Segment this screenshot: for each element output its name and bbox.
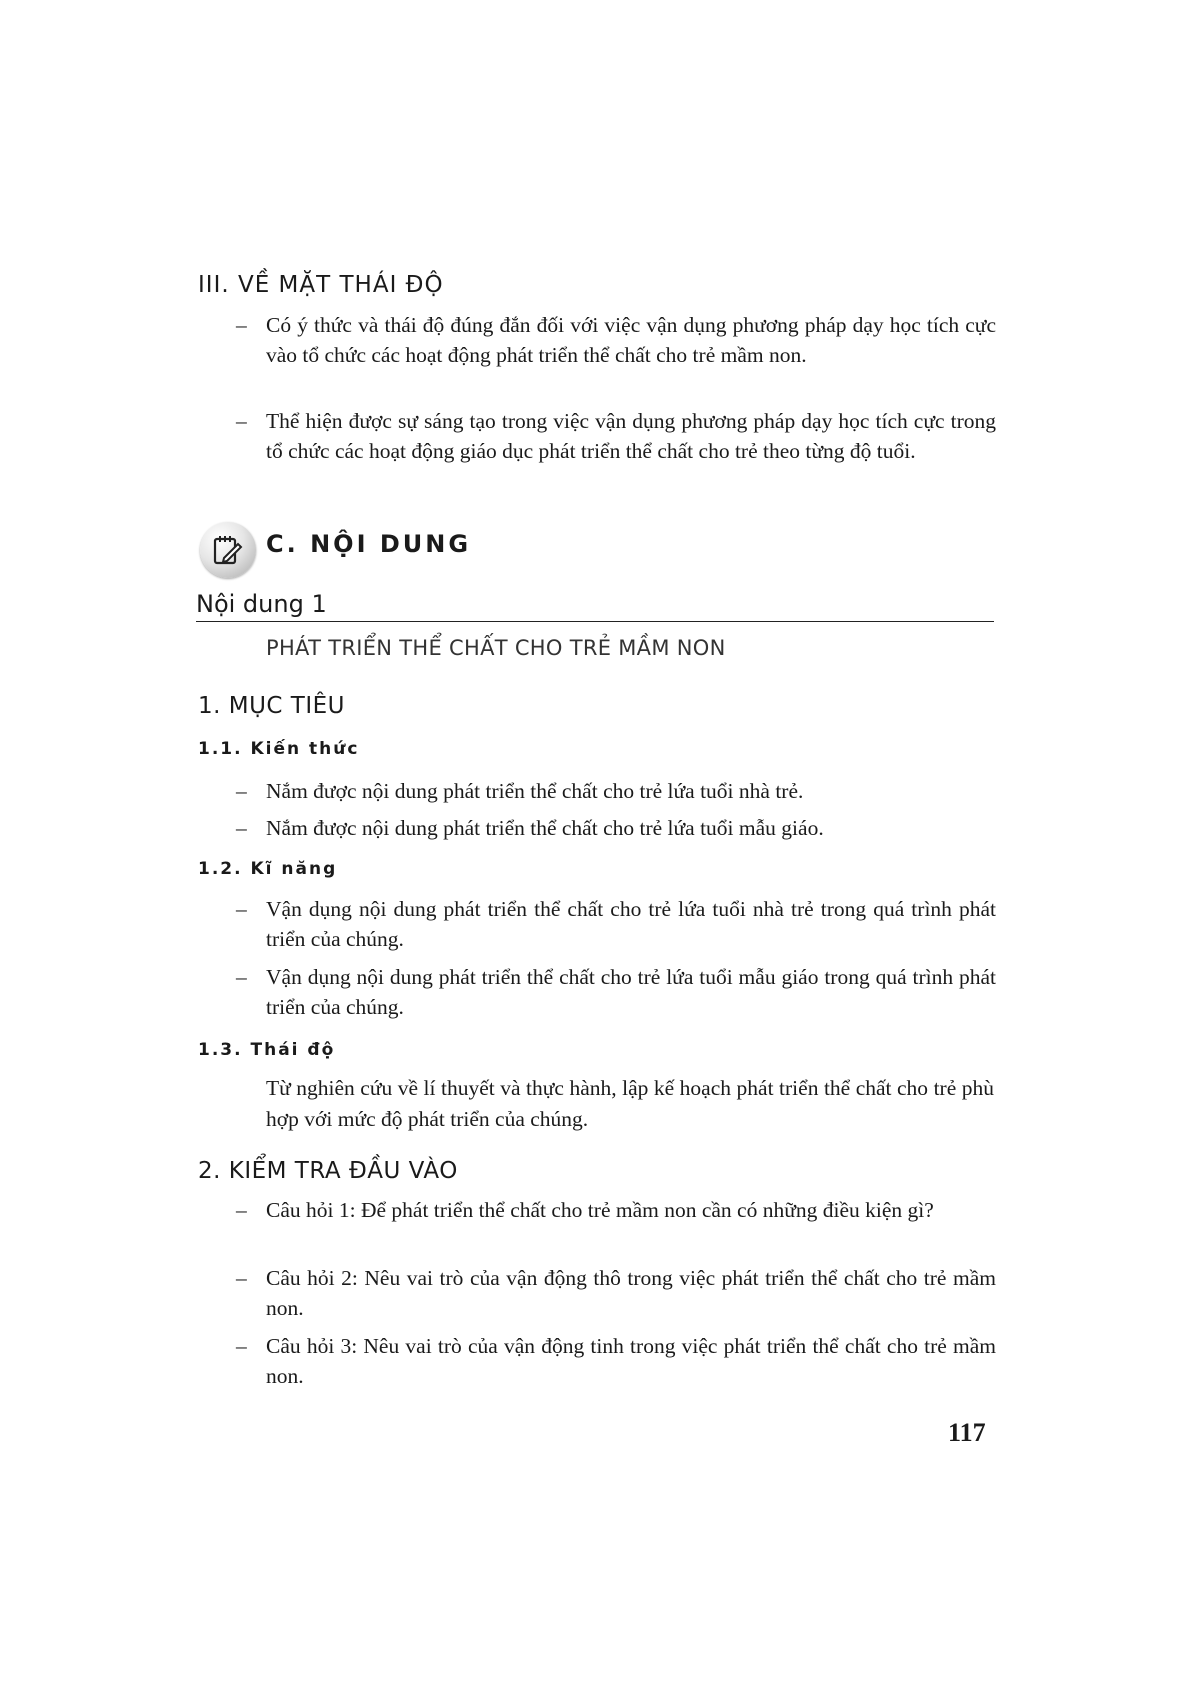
attitude-paragraph: Từ nghiên cứu về lí thuyết và thực hành, lập kế hoạch phát triển thể chất cho trẻ phù hợp với mức độ phát triển của chúng. bbox=[266, 1076, 994, 1131]
section-c-title: C. NỘI DUNG bbox=[266, 530, 472, 558]
entry-test-question bbox=[236, 1331, 996, 1391]
pencil-notepad-icon bbox=[200, 522, 256, 578]
dash-bullet: – bbox=[236, 1334, 247, 1358]
knowledge-item-text: Nắm được nội dung phát triển thể chất cho trẻ lứa tuổi nhà trẻ. bbox=[266, 779, 804, 803]
dash-bullet: – bbox=[236, 965, 247, 989]
objectives-heading: 1. MỤC TIÊU bbox=[198, 693, 346, 719]
attitude-item-text: Có ý thức và thái độ đúng đắn đối với việc vận dụng phương pháp dạy học tích cực vào tổ chức các hoạt động phát triển thể chất cho trẻ mầm non. bbox=[266, 313, 996, 367]
knowledge-heading: 1.1. Kiến thức bbox=[198, 739, 360, 759]
dash-bullet: – bbox=[236, 409, 247, 433]
page-number: 117 bbox=[948, 1418, 986, 1447]
dash-bullet: – bbox=[236, 1198, 247, 1222]
attitude-item bbox=[236, 406, 996, 466]
knowledge-item-text: Nắm được nội dung phát triển thể chất cho trẻ lứa tuổi mẫu giáo. bbox=[266, 816, 824, 840]
attitude-subheading: 1.3. Thái độ bbox=[198, 1040, 336, 1060]
knowledge-item bbox=[236, 776, 996, 806]
dash-bullet: – bbox=[236, 897, 247, 921]
question-text: Câu hỏi 1: Để phát triển thể chất cho trẻ mầm non cần có những điều kiện gì? bbox=[266, 1198, 934, 1222]
skills-heading: 1.2. Kĩ năng bbox=[198, 859, 338, 879]
content-subtitle: PHÁT TRIỂN THỂ CHẤT CHO TRẺ MẦM NON bbox=[266, 636, 726, 660]
dash-bullet: – bbox=[236, 816, 247, 840]
divider bbox=[196, 621, 994, 622]
question-text: Câu hỏi 3: Nêu vai trò của vận động tinh trong việc phát triển thể chất cho trẻ mầm non. bbox=[266, 1334, 996, 1388]
knowledge-item bbox=[236, 813, 996, 843]
attitude-item-text: Thể hiện được sự sáng tạo trong việc vận dụng phương pháp dạy học tích cực trong tổ chức các hoạt động giáo dục phát triển thể chất cho trẻ theo từng độ tuổi. bbox=[266, 409, 996, 463]
question-text: Câu hỏi 2: Nêu vai trò của vận động thô trong việc phát triển thể chất cho trẻ mầm non. bbox=[266, 1266, 996, 1320]
dash-bullet: – bbox=[236, 313, 247, 337]
skills-item bbox=[236, 894, 996, 954]
skills-item bbox=[236, 962, 996, 1022]
skills-item-text: Vận dụng nội dung phát triển thể chất cho trẻ lứa tuổi mẫu giáo trong quá trình phát triển của chúng. bbox=[266, 965, 996, 1019]
content-label: Nội dung 1 bbox=[196, 590, 327, 618]
skills-item-text: Vận dụng nội dung phát triển thể chất cho trẻ lứa tuổi nhà trẻ trong quá trình phát triển của chúng. bbox=[266, 897, 996, 951]
entry-test-question bbox=[236, 1195, 996, 1225]
entry-test-question bbox=[236, 1263, 996, 1323]
attitude-heading: III. VỀ MẶT THÁI ĐỘ bbox=[198, 272, 444, 298]
dash-bullet: – bbox=[236, 1266, 247, 1290]
attitude-item bbox=[236, 310, 996, 370]
dash-bullet: – bbox=[236, 779, 247, 803]
entry-test-heading: 2. KIỂM TRA ĐẦU VÀO bbox=[198, 1158, 458, 1184]
